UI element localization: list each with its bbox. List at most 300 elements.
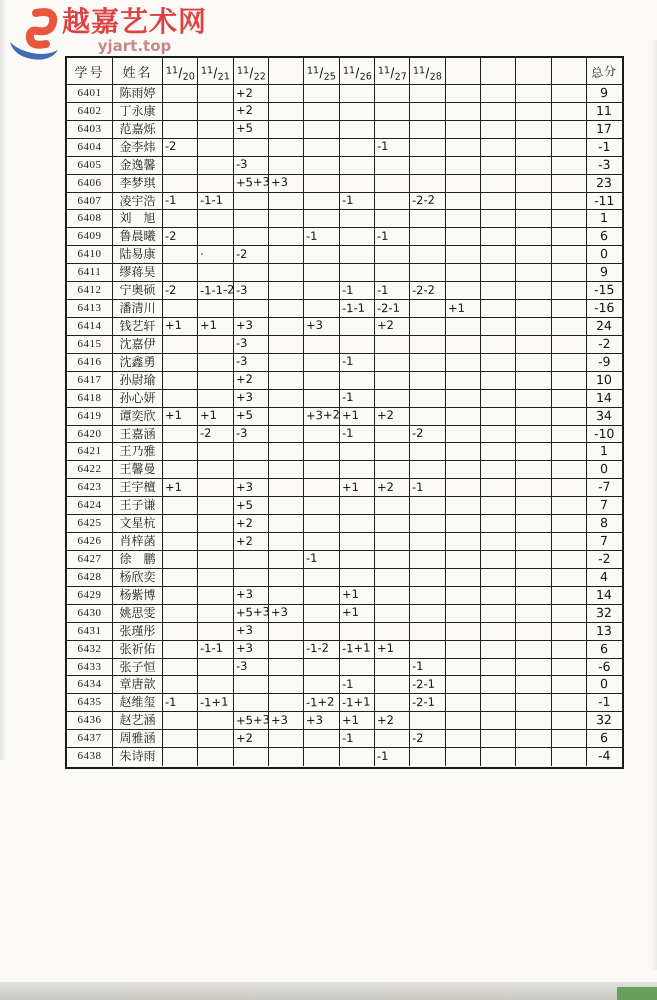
score-mark-cell (304, 121, 339, 139)
handwritten-score-mark: +3 (270, 174, 289, 190)
student-name-cell: 孙尉瑜 (113, 372, 163, 390)
score-mark-cell (552, 426, 587, 444)
score-mark-cell (234, 193, 269, 211)
student-name-cell: 谭奕欣 (113, 408, 163, 426)
score-mark-cell (446, 372, 481, 390)
score-mark-cell (269, 210, 304, 228)
handwritten-score-mark: +2 (235, 103, 253, 118)
handwritten-total-score: 6 (600, 730, 609, 746)
score-mark-cell (446, 479, 481, 497)
score-mark-cell (304, 372, 339, 390)
score-mark-cell (552, 103, 587, 121)
score-mark-cell (340, 246, 375, 264)
score-mark-cell (516, 318, 551, 336)
handwritten-total-score: -1 (598, 694, 611, 710)
handwritten-total-score: -1 (598, 138, 611, 154)
handwritten-score-mark: -1+1 (341, 640, 371, 656)
handwritten-total-score: -7 (598, 479, 611, 495)
score-mark-cell (198, 228, 233, 246)
score-mark-cell (375, 103, 410, 121)
score-mark-cell (163, 605, 198, 623)
student-id-cell: 6415 (67, 336, 113, 354)
handwritten-score-mark: +1 (341, 604, 359, 620)
score-mark-cell (304, 175, 339, 193)
score-mark-cell (481, 390, 516, 408)
score-mark-cell (446, 426, 481, 444)
score-mark-cell (163, 497, 198, 515)
score-mark-cell (481, 443, 516, 461)
student-id-cell: 6424 (67, 497, 113, 515)
score-mark-cell (269, 282, 304, 300)
score-mark-cell (234, 730, 269, 748)
score-mark-cell (269, 372, 304, 390)
score-mark-cell (516, 426, 551, 444)
student-name-cell: 张子恒 (113, 659, 163, 677)
score-mark-cell (410, 282, 445, 300)
score-mark-cell (340, 443, 375, 461)
handwritten-score-mark: -3 (235, 156, 248, 172)
scan-left-edge (0, 0, 7, 760)
student-name-cell: 文星杭 (113, 515, 163, 533)
score-mark-cell (163, 372, 198, 390)
student-name-cell: 赵艺涵 (113, 712, 163, 730)
score-mark-cell (304, 228, 339, 246)
score-mark-cell (198, 569, 233, 587)
score-mark-cell (410, 121, 445, 139)
column-header-date (375, 58, 410, 85)
site-watermark (6, 4, 236, 62)
score-mark-cell (446, 730, 481, 748)
score-mark-cell (198, 246, 233, 264)
score-mark-cell (410, 103, 445, 121)
score-mark-cell (198, 730, 233, 748)
student-id-cell: 6429 (67, 587, 113, 605)
student-name-cell: 朱诗雨 (113, 748, 163, 766)
score-mark-cell (481, 676, 516, 694)
handwritten-score-mark: -2 (164, 282, 177, 297)
score-mark-cell (163, 354, 198, 372)
score-mark-cell (163, 282, 198, 300)
score-mark-cell (234, 533, 269, 551)
score-mark-cell (198, 85, 233, 103)
column-header-name (113, 58, 163, 85)
student-name-cell: 肖梓菡 (113, 533, 163, 551)
score-mark-cell (269, 175, 304, 193)
score-mark-cell (304, 193, 339, 211)
column-header-date (198, 58, 233, 85)
score-mark-cell (375, 175, 410, 193)
score-mark-cell (163, 730, 198, 748)
score-mark-cell (552, 461, 587, 479)
score-table (65, 56, 624, 769)
student-id-cell: 6432 (67, 641, 113, 659)
score-mark-cell (516, 443, 551, 461)
handwritten-score-mark: +1 (200, 407, 218, 423)
score-mark-cell (375, 193, 410, 211)
handwritten-score-mark: +1 (164, 407, 183, 423)
score-mark-cell (198, 318, 233, 336)
score-mark-cell (481, 157, 516, 175)
student-name-cell: 宁奥硕 (113, 282, 163, 300)
score-mark-cell (340, 551, 375, 569)
handwritten-score-mark: -1+1 (200, 694, 229, 710)
date-header-label: $^{11}$/28 (412, 64, 443, 83)
student-name-cell: 姚思雯 (113, 605, 163, 623)
student-id-cell: 6435 (67, 694, 113, 712)
score-mark-cell (304, 282, 339, 300)
score-mark-cell (481, 408, 516, 426)
student-name-cell: 王嘉涵 (113, 426, 163, 444)
score-mark-cell (269, 605, 304, 623)
score-mark-cell (552, 318, 587, 336)
score-mark-cell (481, 336, 516, 354)
score-mark-cell (410, 228, 445, 246)
score-mark-cell (340, 730, 375, 748)
score-mark-cell (516, 497, 551, 515)
score-mark-cell (269, 103, 304, 121)
column-header-blank (269, 58, 304, 85)
score-mark-cell (552, 408, 587, 426)
handwritten-score-mark: -2-1 (412, 694, 436, 710)
handwritten-total-score: 1 (600, 443, 609, 459)
handwritten-total-score: 17 (596, 120, 613, 136)
score-mark-cell (446, 121, 481, 139)
score-mark-cell (198, 372, 233, 390)
handwritten-total-score: 0 (600, 246, 609, 262)
score-mark-cell (198, 121, 233, 139)
score-mark-cell (234, 426, 269, 444)
score-mark-cell (410, 748, 445, 766)
score-mark-cell (516, 354, 551, 372)
handwritten-score-mark: +2 (376, 407, 395, 423)
score-mark-cell (446, 354, 481, 372)
student-name-cell: 杨欣奕 (113, 569, 163, 587)
student-id-cell: 6431 (67, 623, 113, 641)
score-mark-cell (269, 461, 304, 479)
score-mark-cell (481, 193, 516, 211)
student-name-cell: 王乃雅 (113, 443, 163, 461)
score-mark-cell (410, 551, 445, 569)
score-mark-cell (552, 659, 587, 677)
student-id-cell: 6403 (67, 121, 113, 139)
score-mark-cell (410, 390, 445, 408)
score-mark-cell (481, 551, 516, 569)
score-mark-cell (552, 246, 587, 264)
handwritten-score-mark: -3 (235, 354, 248, 369)
score-mark-cell (198, 605, 233, 623)
score-mark-cell (410, 497, 445, 515)
score-mark-cell (516, 551, 551, 569)
handwritten-total-score: -3 (598, 156, 611, 172)
score-mark-cell (516, 515, 551, 533)
handwritten-total-score: -16 (594, 299, 615, 316)
score-mark-cell (375, 569, 410, 587)
score-mark-cell (552, 336, 587, 354)
score-mark-cell (481, 300, 516, 318)
handwritten-score-mark: +3 (235, 389, 253, 405)
score-mark-cell (446, 175, 481, 193)
student-name-cell: 杨紫博 (113, 587, 163, 605)
handwritten-total-score: 23 (596, 174, 613, 190)
score-mark-cell (163, 336, 198, 354)
student-id-cell: 6405 (67, 157, 113, 175)
score-mark-cell (304, 730, 339, 748)
score-mark-cell (269, 676, 304, 694)
score-mark-cell (340, 748, 375, 766)
score-mark-cell (552, 623, 587, 641)
score-mark-cell (340, 641, 375, 659)
handwritten-total-score: -9 (598, 353, 611, 369)
handwritten-score-mark: -2-2 (412, 282, 436, 298)
score-mark-cell (375, 479, 410, 497)
score-mark-cell (410, 569, 445, 587)
score-mark-cell (481, 694, 516, 712)
score-mark-cell (481, 228, 516, 246)
handwritten-score-mark: -3 (235, 425, 248, 441)
score-mark-cell (516, 712, 551, 730)
score-mark-cell (269, 408, 304, 426)
score-mark-cell (269, 264, 304, 282)
score-mark-cell (163, 103, 198, 121)
total-score-cell (587, 372, 622, 390)
score-mark-cell (552, 157, 587, 175)
handwritten-score-mark: +5 (235, 407, 253, 423)
score-mark-cell (375, 676, 410, 694)
score-mark-cell (269, 246, 304, 264)
score-mark-cell (163, 443, 198, 461)
total-score-cell (587, 408, 622, 426)
student-name-cell: 鲁晨曦 (113, 228, 163, 246)
student-id-cell: 6411 (67, 264, 113, 282)
score-mark-cell (269, 318, 304, 336)
handwritten-score-mark: +1 (341, 712, 359, 728)
score-mark-cell (410, 318, 445, 336)
total-header-label: 总分 (590, 63, 619, 80)
score-mark-cell (552, 533, 587, 551)
score-mark-cell (446, 157, 481, 175)
student-id-cell: 6409 (67, 228, 113, 246)
score-mark-cell (304, 515, 339, 533)
handwritten-score-mark: -2 (412, 730, 425, 745)
score-mark-cell (552, 712, 587, 730)
handwritten-total-score: 1 (600, 210, 609, 226)
score-mark-cell (234, 121, 269, 139)
student-name-cell: 丁永康 (113, 103, 163, 121)
handwritten-score-mark: -2 (164, 228, 177, 244)
score-mark-cell (340, 121, 375, 139)
handwritten-total-score: 0 (600, 461, 609, 477)
score-mark-cell (269, 121, 304, 139)
student-name-cell: 赵维玺 (113, 694, 163, 712)
student-name-cell: 陆易康 (113, 246, 163, 264)
score-mark-cell (552, 175, 587, 193)
score-mark-cell (198, 497, 233, 515)
handwritten-score-mark: -1 (164, 192, 177, 208)
handwritten-score-mark: +2 (235, 85, 253, 100)
score-mark-cell (269, 497, 304, 515)
handwritten-score-mark: -1 (341, 425, 354, 441)
handwritten-score-mark: +2 (376, 712, 395, 728)
score-mark-cell (163, 426, 198, 444)
score-mark-cell (446, 408, 481, 426)
score-mark-cell (234, 748, 269, 766)
handwritten-score-mark: -3 (235, 282, 248, 297)
score-mark-cell (552, 210, 587, 228)
handwritten-score-mark: -1-1 (341, 300, 365, 315)
score-mark-cell (269, 228, 304, 246)
score-mark-cell (516, 390, 551, 408)
handwritten-score-mark: -2 (235, 246, 248, 261)
score-mark-cell (481, 175, 516, 193)
score-mark-cell (198, 336, 233, 354)
score-mark-cell (198, 479, 233, 497)
score-mark-cell (375, 641, 410, 659)
score-mark-cell (198, 354, 233, 372)
score-mark-cell (304, 264, 339, 282)
score-mark-cell (163, 748, 198, 766)
name-header-label: 姓名 (122, 64, 153, 80)
score-mark-cell (375, 228, 410, 246)
handwritten-score-mark: +1 (164, 479, 183, 495)
student-id-cell: 6401 (67, 85, 113, 103)
score-mark-cell (198, 426, 233, 444)
handwritten-score-mark: -1 (306, 228, 319, 244)
score-mark-cell (552, 121, 587, 139)
score-mark-cell (481, 748, 516, 766)
handwritten-total-score: 32 (596, 712, 613, 728)
score-mark-cell (410, 730, 445, 748)
score-mark-cell (269, 730, 304, 748)
handwritten-score-mark: +3 (235, 622, 253, 638)
score-mark-cell (340, 533, 375, 551)
column-header-blank (516, 58, 551, 85)
score-mark-cell (269, 354, 304, 372)
handwritten-total-score: 24 (596, 317, 613, 334)
score-mark-cell (552, 193, 587, 211)
handwritten-score-mark: -1 (376, 228, 389, 244)
student-id-cell: 6417 (67, 372, 113, 390)
student-id-cell: 6421 (67, 443, 113, 461)
student-name-cell: 缪蒋昊 (113, 264, 163, 282)
score-mark-cell (410, 623, 445, 641)
score-mark-cell (516, 282, 551, 300)
student-id-cell: 6428 (67, 569, 113, 587)
score-mark-cell (340, 605, 375, 623)
student-name-cell: 陈雨婷 (113, 85, 163, 103)
handwritten-score-mark: -1 (341, 282, 354, 297)
score-mark-cell (269, 443, 304, 461)
score-mark-cell (304, 461, 339, 479)
handwritten-total-score: 14 (596, 586, 613, 602)
score-mark-cell (304, 712, 339, 730)
score-mark-cell (163, 85, 198, 103)
student-name-cell: 王宇檀 (113, 479, 163, 497)
score-mark-cell (304, 587, 339, 605)
student-name-cell: 凌宇浩 (113, 193, 163, 211)
score-mark-cell (516, 193, 551, 211)
score-mark-cell (198, 712, 233, 730)
student-id-cell: 6433 (67, 659, 113, 677)
score-mark-cell (552, 605, 587, 623)
score-mark-cell (410, 533, 445, 551)
handwritten-score-mark: -3 (235, 658, 248, 674)
score-mark-cell (481, 282, 516, 300)
watermark-site-url: yjart.top (97, 37, 172, 55)
score-mark-cell (375, 318, 410, 336)
score-mark-cell (516, 605, 551, 623)
score-mark-cell (304, 748, 339, 766)
score-mark-cell (516, 623, 551, 641)
score-mark-cell (375, 139, 410, 157)
handwritten-score-mark: -1 (376, 282, 389, 297)
score-mark-cell (410, 479, 445, 497)
column-header-student-id (67, 58, 113, 85)
score-mark-cell (410, 694, 445, 712)
score-mark-cell (481, 318, 516, 336)
score-mark-cell (340, 515, 375, 533)
score-mark-cell (304, 139, 339, 157)
handwritten-score-mark: +3+2 (306, 407, 341, 423)
score-mark-cell (516, 533, 551, 551)
student-name-cell: 钱艺轩 (113, 318, 163, 336)
score-mark-cell (340, 318, 375, 336)
score-mark-cell (269, 659, 304, 677)
handwritten-score-mark: +3 (306, 712, 324, 728)
score-mark-cell (481, 85, 516, 103)
score-mark-cell (163, 712, 198, 730)
score-mark-cell (304, 479, 339, 497)
handwritten-score-mark: +3 (270, 712, 289, 728)
score-mark-cell (340, 426, 375, 444)
score-mark-cell (410, 85, 445, 103)
score-mark-cell (516, 85, 551, 103)
score-mark-cell (304, 354, 339, 372)
score-mark-cell (269, 479, 304, 497)
handwritten-score-mark: +1 (341, 407, 359, 423)
handwritten-score-mark: +3 (235, 479, 253, 495)
score-mark-cell (198, 659, 233, 677)
score-mark-cell (163, 246, 198, 264)
score-mark-cell (304, 103, 339, 121)
handwritten-score-mark: -1 (341, 354, 354, 369)
score-mark-cell (552, 551, 587, 569)
score-mark-cell (234, 676, 269, 694)
score-mark-cell (340, 228, 375, 246)
column-header-date (163, 58, 198, 85)
score-mark-cell (446, 676, 481, 694)
score-mark-cell (375, 587, 410, 605)
score-mark-cell (552, 748, 587, 766)
score-mark-cell (198, 748, 233, 766)
handwritten-score-mark: -2 (164, 139, 177, 154)
handwritten-score-mark: -1-2 (306, 640, 330, 656)
score-mark-cell (340, 193, 375, 211)
column-header-blank (481, 58, 516, 85)
student-id-cell: 6419 (67, 408, 113, 426)
score-mark-cell (304, 336, 339, 354)
handwritten-score-mark: -2 (200, 425, 213, 441)
handwritten-total-score: 9 (600, 264, 609, 280)
score-mark-cell (481, 479, 516, 497)
handwritten-total-score: 14 (596, 389, 613, 405)
total-score-cell (587, 623, 622, 641)
score-mark-cell (269, 748, 304, 766)
student-id-cell: 6434 (67, 676, 113, 694)
student-id-cell: 6418 (67, 390, 113, 408)
score-mark-cell (163, 228, 198, 246)
score-mark-cell (446, 712, 481, 730)
student-id-cell: 6413 (67, 300, 113, 318)
